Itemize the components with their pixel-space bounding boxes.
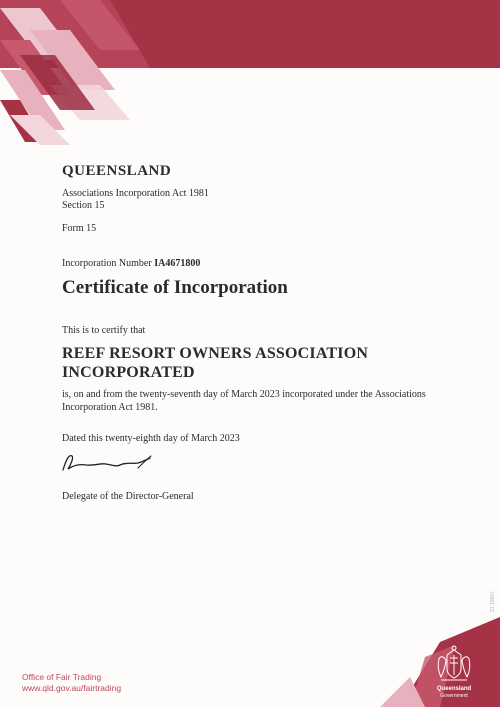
dated-text: Dated this twenty-eighth day of March 2023 — [62, 433, 240, 444]
association-name-line1: REEF RESORT OWNERS ASSOCIATION — [62, 345, 369, 362]
form-number: Form 15 — [62, 223, 97, 234]
certify-text: This is to certify that — [62, 325, 146, 336]
incorporation-number-label: Incorporation Number — [62, 258, 152, 269]
incorporation-statement: is, on and from the twenty-seventh day of March 2023 incorporated under the Associations Incorporation Act 1981. — [62, 389, 426, 413]
incorporation-number — [62, 258, 200, 270]
signatory-title: Delegate of the Director-General — [62, 491, 194, 502]
svg-text:Queensland: Queensland — [436, 686, 472, 692]
certificate-title: Certificate of Incorporation — [62, 277, 288, 298]
incorporation-number-value: IA4671800 — [154, 258, 201, 269]
association-name — [62, 344, 442, 382]
office-name: Office of Fair Trading — [22, 672, 102, 682]
signature-image — [60, 450, 160, 476]
section-number: Section 15 — [62, 200, 105, 211]
association-name-line2: INCORPORATED — [62, 364, 195, 381]
side-reference-code: 21 15897 — [490, 591, 496, 612]
state-heading: QUEENSLAND — [62, 163, 172, 179]
footer — [22, 672, 121, 694]
queensland-government-logo — [433, 645, 475, 701]
svg-text:Government: Government — [440, 693, 468, 699]
office-url[interactable]: www.qld.gov.au/fairtrading — [22, 683, 122, 693]
header-banner — [0, 0, 500, 150]
act-name: Associations Incorporation Act 1981 — [62, 188, 209, 199]
